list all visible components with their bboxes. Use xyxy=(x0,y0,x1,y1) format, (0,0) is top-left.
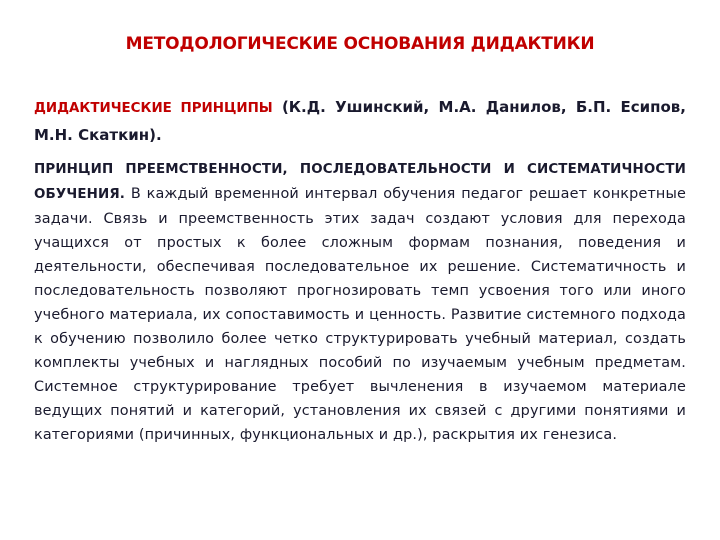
principles-paragraph xyxy=(34,94,686,149)
continuity-principle-paragraph xyxy=(34,157,686,447)
principles-authors: (К.Д. Ушинский, М.А. Данилов, Б.П. Есипов, М.Н. Скаткин). xyxy=(34,98,686,144)
slide-content xyxy=(34,94,686,447)
principles-heading: ДИДАКТИЧЕСКИЕ ПРИНЦИПЫ xyxy=(34,101,273,116)
slide-title: МЕТОДОЛОГИЧЕСКИЕ ОСНОВАНИЯ ДИДАКТИКИ xyxy=(125,34,595,54)
continuity-principle-body: В каждый временной интервал обучения педагог решает конкретные задачи. Связь и преемственность этих задач создают условия для перехода учащихся от простых к более сложным формам познания, поведения и деятельности, обеспечивая последовательное их решение. Систематичность и последовательность позволяют прогнозировать темп усвоения того или иного учебного материала, их сопоставимость и ценность. Развитие системного подхода к обучению позволило более четко структурировать учебный материал, создать комплекты учебных и наглядных пособий по изучаемым учебным предметам. Системное структурирование требует вычленения в изучаемом материале ведущих понятий и категорий, установления их связей с другими понятиями и категориями (причинных, функциональных и др.), раскрытия их генезиса. xyxy=(34,186,686,443)
continuity-principle-heading: ПРИНЦИП ПРЕЕМСТВЕННОСТИ, ПОСЛЕДОВАТЕЛЬНОСТИ И СИСТЕМАТИЧНОСТИ ОБУЧЕНИЯ. xyxy=(34,162,686,202)
